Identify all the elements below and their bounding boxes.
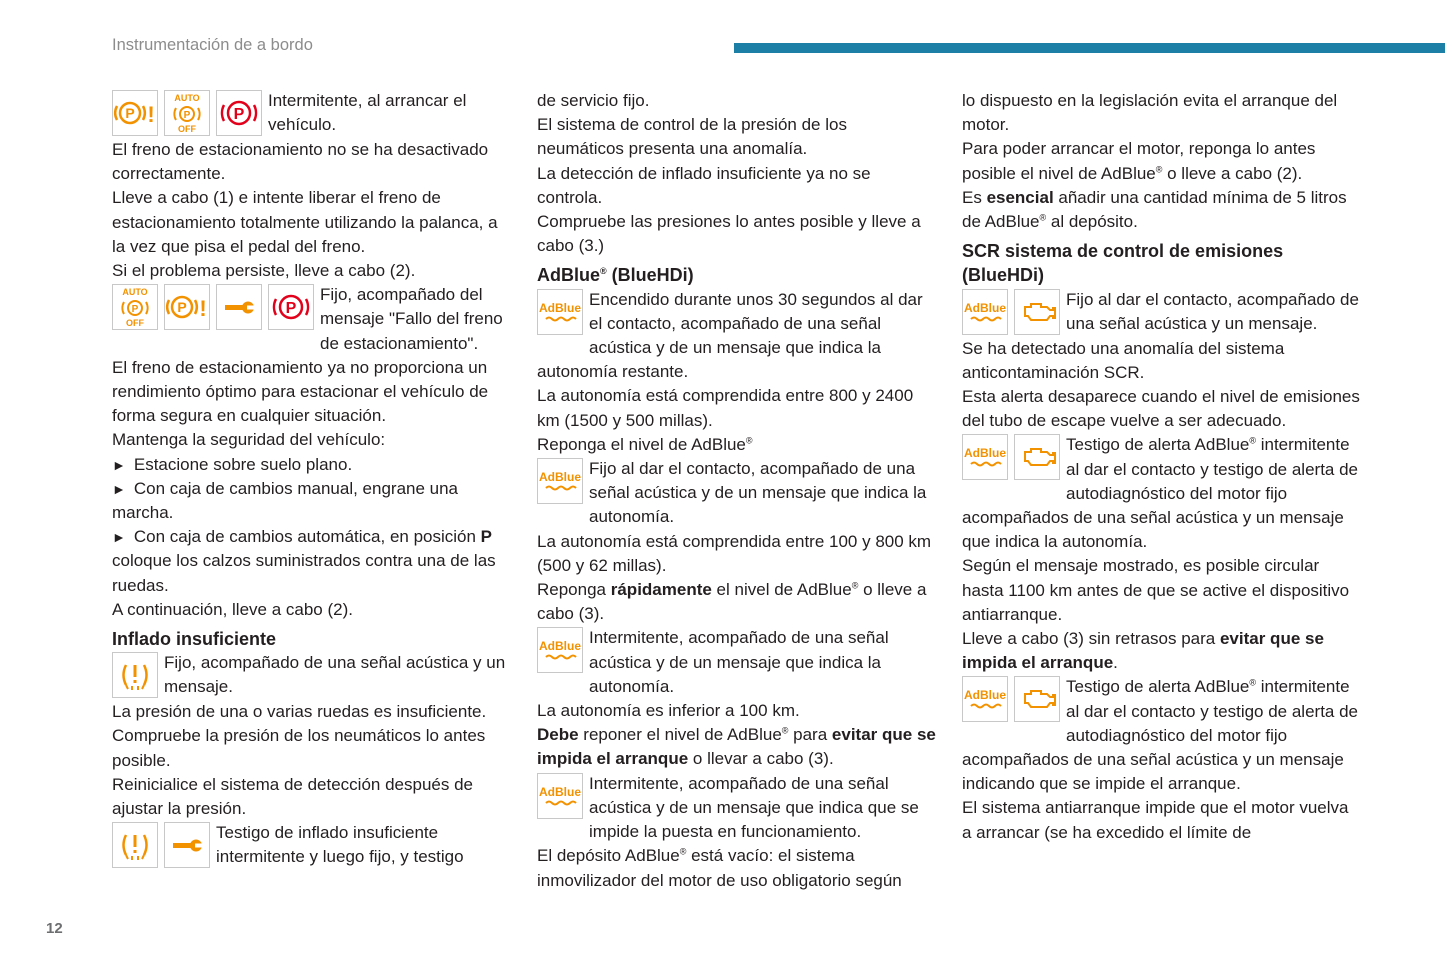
icon-group xyxy=(112,89,262,136)
paragraph: lo dispuesto en la legislación evita el arranque del motor. xyxy=(962,91,1338,135)
paragraph: El sistema de control de la presión de los neumáticos presenta una anomalía. xyxy=(537,115,847,159)
paragraph: Si el problema persiste, lleve a cabo (2). xyxy=(112,261,416,281)
adblue-icon xyxy=(537,458,583,504)
paragraph: El freno de estacionamiento no se ha desactivado correctamente. xyxy=(112,140,489,184)
paragraph: La autonomía es inferior a 100 km. xyxy=(537,701,800,721)
svg-text:AUTO: AUTO xyxy=(122,287,148,298)
column-2 xyxy=(537,89,937,893)
paragraph: Compruebe la presión de los neumáticos lo antes posible. xyxy=(112,726,486,770)
column-3 xyxy=(962,89,1362,845)
page-number: 12 xyxy=(46,920,63,937)
svg-text:AdBlue: AdBlue xyxy=(539,300,581,315)
engine-icon xyxy=(1014,289,1060,335)
paragraph: La detección de inflado insuficiente ya no se controla. xyxy=(537,163,871,207)
icon-group xyxy=(537,626,583,673)
svg-text:P: P xyxy=(183,110,191,121)
adblue-icon xyxy=(537,627,583,673)
icon-group xyxy=(962,675,1060,722)
paragraph: Testigo de inflado insuficiente intermitente y luego fijo, y testigo xyxy=(216,823,464,867)
svg-text:!: ! xyxy=(147,102,155,127)
tyre-pressure-icon xyxy=(112,652,158,698)
parking-brake-warning-icon xyxy=(112,90,158,136)
paragraph: Intermitente, al arrancar el vehículo. xyxy=(268,91,467,135)
svg-text:OFF: OFF xyxy=(126,318,144,329)
icon-group xyxy=(537,288,583,335)
adblue-icon xyxy=(962,676,1008,722)
svg-text:AdBlue: AdBlue xyxy=(539,639,581,654)
svg-text:AdBlue: AdBlue xyxy=(539,784,581,799)
parking-brake-red-icon xyxy=(268,284,314,330)
svg-text:OFF: OFF xyxy=(178,124,196,134)
wrench-icon xyxy=(216,284,262,330)
svg-text:P: P xyxy=(285,300,297,318)
paragraph: Mantenga la seguridad del vehículo: xyxy=(112,430,386,450)
paragraph: Es esencial añadir una cantidad mínima de 5 litros de AdBlue® al depósito. xyxy=(962,187,1347,232)
tyre-pressure-icon xyxy=(112,822,158,868)
adblue-icon xyxy=(537,289,583,335)
header-accent-bar xyxy=(734,43,1445,53)
paragraph: Testigo de alerta AdBlue® intermitente al dar el contacto y testigo de alerta de autodiagnóstico del motor fijo acompañados de una señal acústica y un mensaje que indica la autonomía. xyxy=(962,435,1359,552)
svg-text:P: P xyxy=(131,304,139,316)
icon-group xyxy=(112,651,158,698)
icon-group xyxy=(112,821,210,868)
svg-text:AdBlue: AdBlue xyxy=(539,470,581,485)
paragraph: El depósito AdBlue® está vacío: el sistema inmovilizador del motor de uso obligatorio según xyxy=(537,846,902,890)
paragraph: Esta alerta desaparece cuando el nivel de emisiones del tubo de escape vuelve a ser adecuado. xyxy=(962,387,1360,431)
auto-off-parking-icon xyxy=(112,284,158,330)
section-heading: AdBlue® (BlueHDi) xyxy=(537,265,694,286)
paragraph: Testigo de alerta AdBlue® intermitente al dar el contacto y testigo de alerta de autodiagnóstico del motor fijo acompañados de una señal acústica y un mensaje indicando que se impide el arranque. xyxy=(962,677,1359,794)
adblue-icon xyxy=(537,773,583,819)
paragraph: La autonomía está comprendida entre 800 y 2400 km (1500 y 500 millas). xyxy=(537,386,914,430)
paragraph: Compruebe las presiones lo antes posible y lleve a cabo (3.) xyxy=(537,212,921,256)
paragraph: Reponga el nivel de AdBlue® xyxy=(537,434,753,454)
bullet-item: ► Estacione sobre suelo plano. xyxy=(112,453,512,477)
icon-group xyxy=(962,433,1060,480)
icon-group xyxy=(112,283,314,330)
paragraph: Intermitente, acompañado de una señal acústica y de un mensaje que indica la autonomía. xyxy=(589,628,889,696)
wrench-icon xyxy=(164,822,210,868)
paragraph: Reponga rápidamente el nivel de AdBlue® o lleve a cabo (3). xyxy=(537,580,927,624)
paragraph: A continuación, lleve a cabo (2). xyxy=(112,599,353,619)
paragraph: Fijo, acompañado del mensaje "Fallo del freno de estacionamiento". xyxy=(320,285,503,353)
bullet-item: ► Con caja de cambios automática, en posición P coloque los calzos suministrados contra una de las ruedas. xyxy=(112,525,512,598)
paragraph: Encendido durante unos 30 segundos al dar el contacto, acompañado de una señal acústica y de un mensaje que indica la autonomía restante. xyxy=(537,289,923,382)
section-heading: Inflado insuficiente xyxy=(112,629,277,650)
paragraph: de servicio fijo. xyxy=(537,91,650,110)
section-heading: SCR sistema de control de emisiones (BlueHDi) xyxy=(962,241,1284,286)
icon-group xyxy=(537,772,583,819)
paragraph: La autonomía está comprendida entre 100 y 800 km (500 y 62 millas). xyxy=(537,531,932,575)
paragraph: Se ha detectado una anomalía del sistema anticontaminación SCR. xyxy=(962,338,1285,382)
paragraph: Reinicialice el sistema de detección después de ajustar la presión. xyxy=(112,774,473,819)
icon-group xyxy=(962,288,1060,335)
parking-brake-warning-icon xyxy=(164,284,210,330)
paragraph: Fijo, acompañado de una señal acústica y un mensaje. xyxy=(164,653,506,697)
paragraph: El sistema antiarranque impide que el motor vuelva a arrancar (se ha excedido el límite de xyxy=(962,798,1349,842)
paragraph: Debe reponer el nivel de AdBlue® para evitar que se impida el arranque o llevar a cabo (3). xyxy=(537,725,936,769)
header-title: Instrumentación de a bordo xyxy=(112,36,313,54)
parking-brake-red-icon xyxy=(216,90,262,136)
svg-text:AdBlue: AdBlue xyxy=(964,688,1006,703)
adblue-icon xyxy=(962,289,1008,335)
svg-text:AdBlue: AdBlue xyxy=(964,446,1006,461)
paragraph: Fijo al dar el contacto, acompañado de una señal acústica y un mensaje. xyxy=(1066,289,1359,333)
paragraph: Intermitente, acompañado de una señal acústica y de un mensaje que indica que se impide la puesta en funcionamiento. xyxy=(589,773,919,842)
paragraph: Para poder arrancar el motor, reponga lo antes posible el nivel de AdBlue® o lleve a cabo (2). xyxy=(962,139,1316,183)
paragraph: El freno de estacionamiento ya no proporciona un rendimiento óptimo para estacionar el vehículo de forma segura en cualquier situación. xyxy=(112,357,489,426)
svg-text:P: P xyxy=(177,299,187,316)
svg-text:!: ! xyxy=(199,296,207,322)
engine-icon xyxy=(1014,434,1060,480)
paragraph: Según el mensaje mostrado, es posible circular hasta 1100 km antes de que se active el dispositivo antiarranque. xyxy=(962,556,1350,624)
icon-group xyxy=(537,457,583,504)
paragraph: Lleve a cabo (3) sin retrasos para evitar que se impida el arranque. xyxy=(962,629,1324,673)
column-1 xyxy=(112,89,512,870)
svg-text:AdBlue: AdBlue xyxy=(964,300,1006,315)
auto-off-parking-icon xyxy=(164,90,210,136)
svg-text:AUTO: AUTO xyxy=(174,93,200,103)
svg-text:P: P xyxy=(125,105,135,121)
bullet-item: ► Con caja de cambios manual, engrane una marcha. xyxy=(112,477,512,525)
paragraph: Fijo al dar el contacto, acompañado de una señal acústica y de un mensaje que indica la autonomía. xyxy=(589,459,927,527)
svg-text:P: P xyxy=(233,106,245,123)
paragraph: La presión de una o varias ruedas es insuficiente. xyxy=(112,702,487,722)
adblue-icon xyxy=(962,434,1008,480)
paragraph: Lleve a cabo (1) e intente liberar el freno de estacionamiento totalmente utilizando la palanca, a la vez que pisa el pedal del freno. xyxy=(112,188,498,256)
engine-icon xyxy=(1014,676,1060,722)
